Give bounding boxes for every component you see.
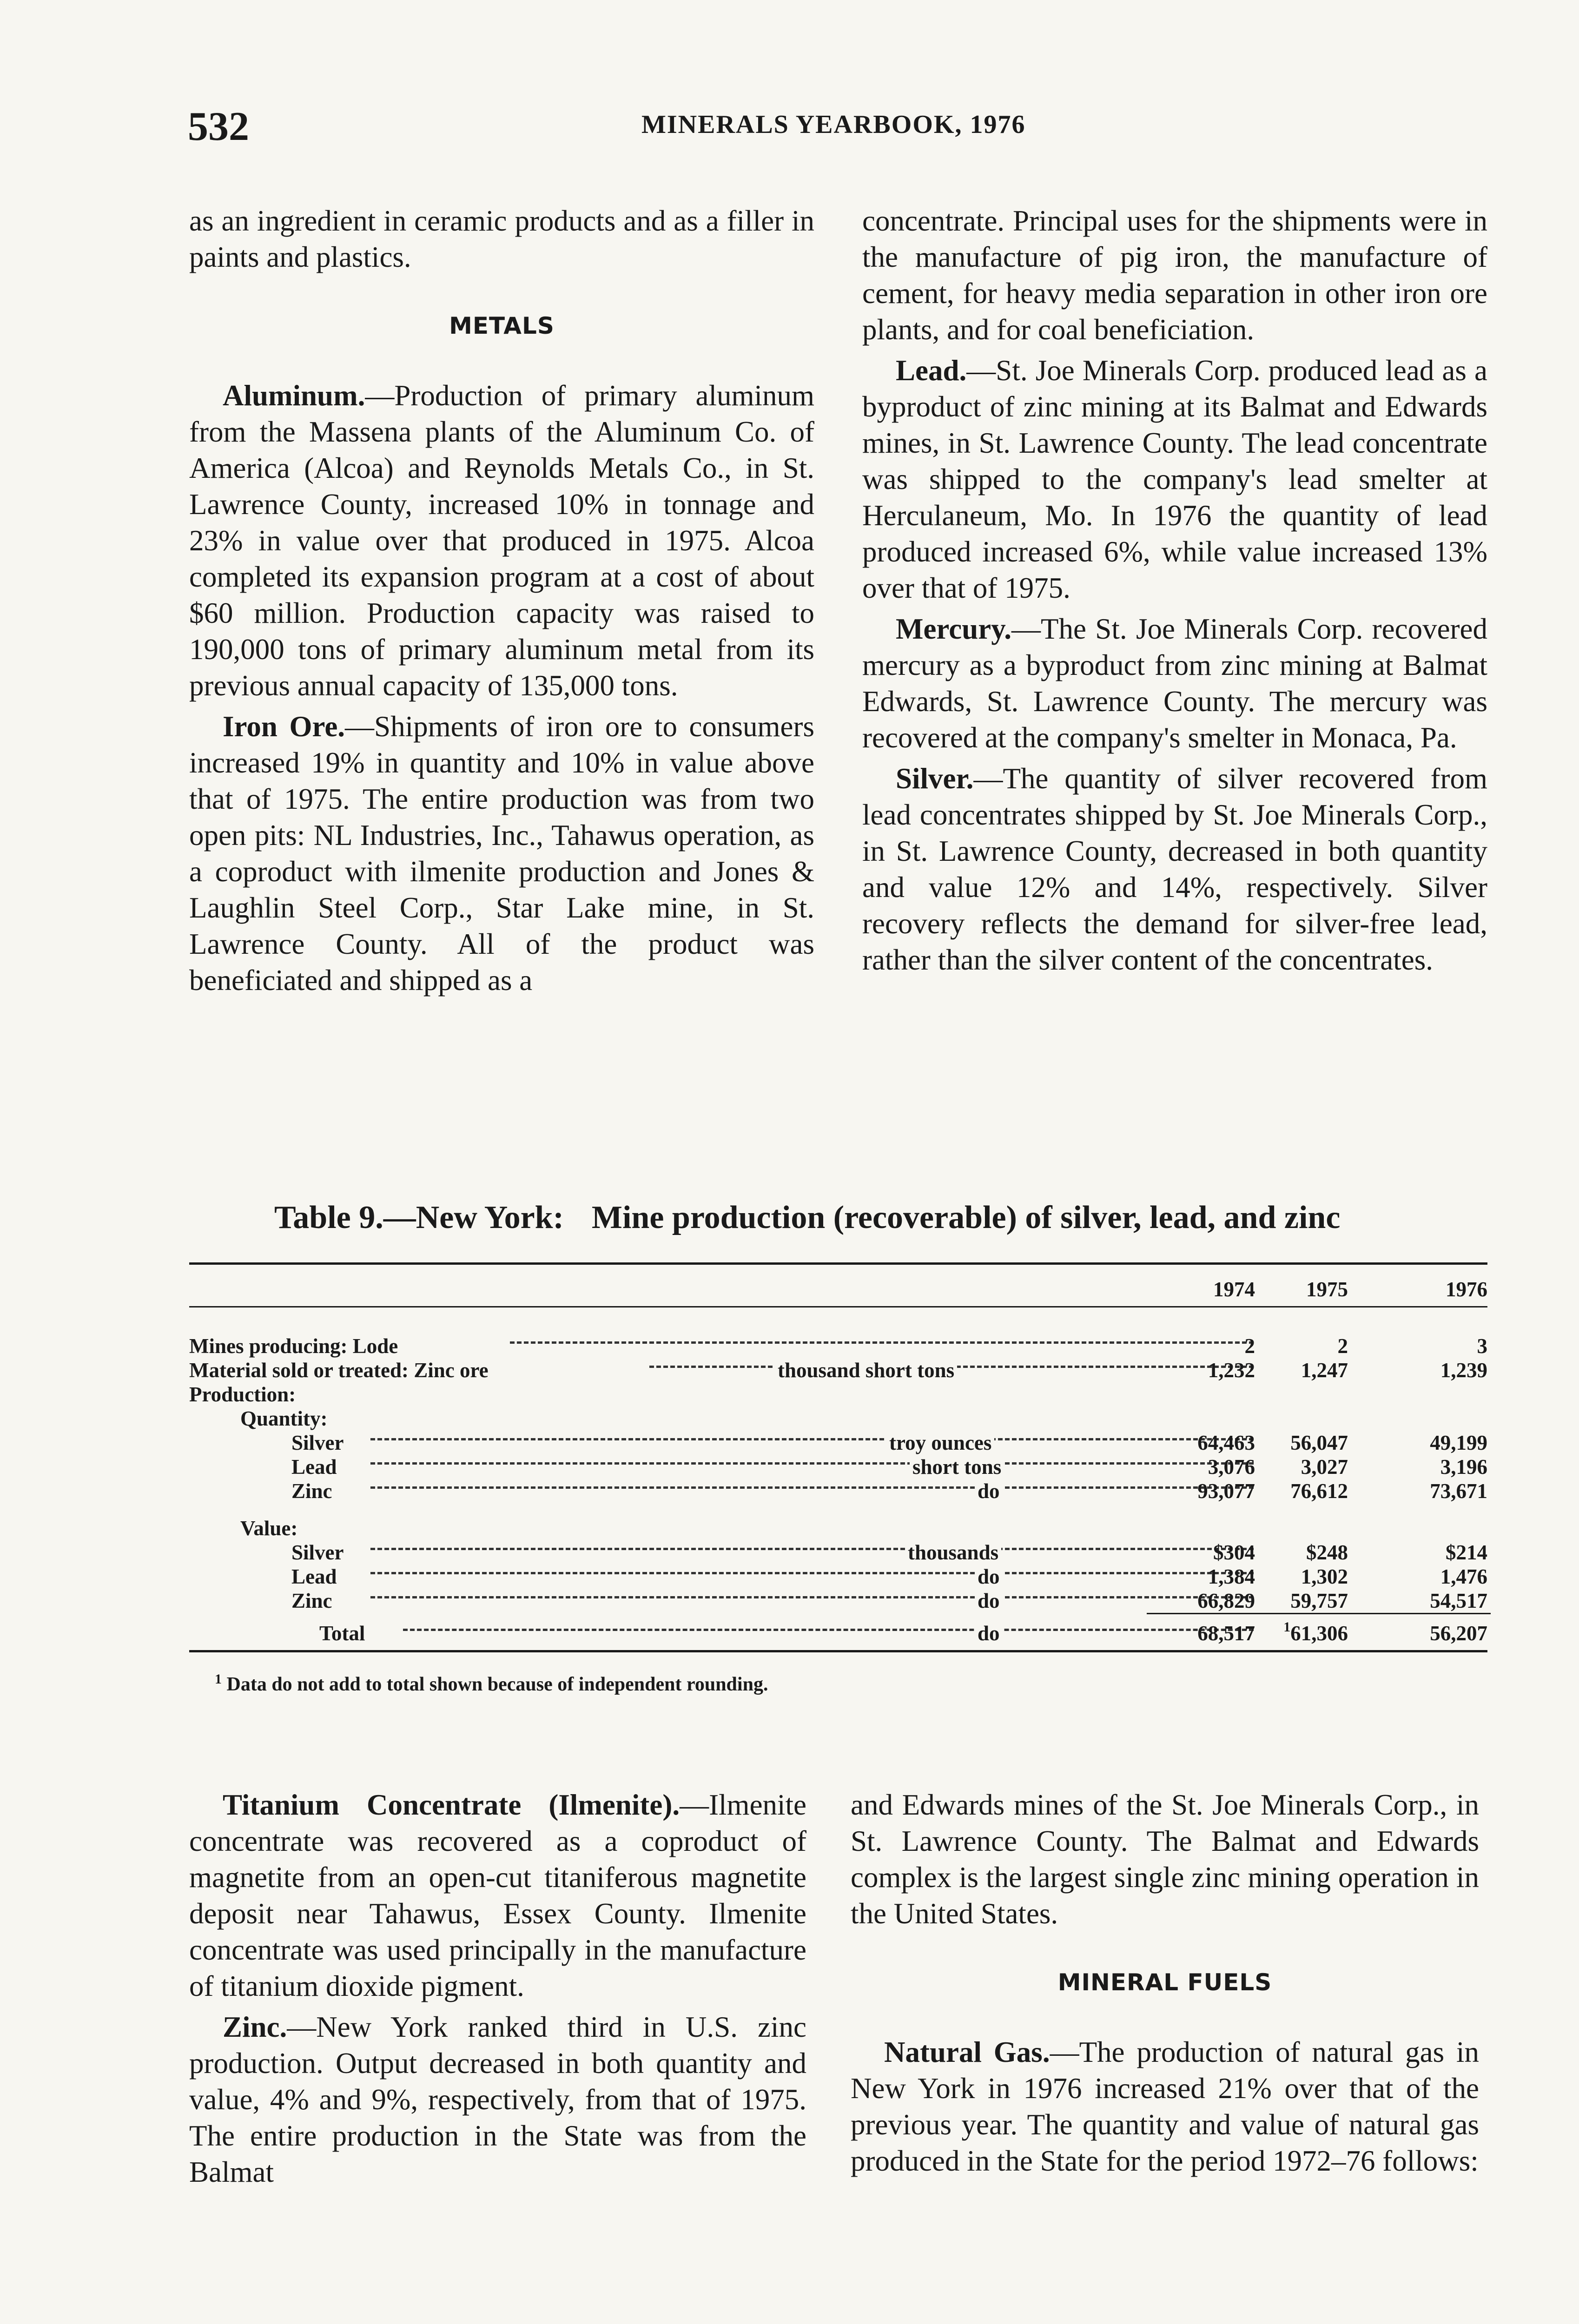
iron-ore-paragraph	[189, 708, 814, 998]
row-label: Quantity:	[240, 1407, 328, 1430]
cell: 1,247	[1301, 1359, 1348, 1382]
footnote-mark: 1	[1283, 1619, 1291, 1635]
page-number: 532	[188, 104, 249, 149]
table-title-caption: Mine production (recoverable) of silver, lead, and zinc	[591, 1200, 1341, 1235]
cell-value: 61,306	[1290, 1622, 1348, 1645]
cell: 64,463	[1197, 1431, 1255, 1454]
footnote-text: Data do not add to total shown because of independent rounding.	[226, 1674, 768, 1695]
table-top-rule	[189, 1262, 1487, 1265]
row-label: Silver	[291, 1431, 344, 1454]
zinc-paragraph	[189, 2009, 806, 2190]
table-row	[189, 1382, 1487, 1406]
cell	[1283, 1621, 1348, 1645]
table-row	[189, 1565, 1487, 1589]
cell: 54,517	[1430, 1589, 1487, 1612]
zinc-continuation: and Edwards mines of the St. Joe Minerals Corp., in St. Lawrence County. The Balmat and Edwards complex is the largest single zinc mining operation in the United States.	[851, 1789, 1479, 1930]
table-row	[189, 1516, 1487, 1540]
cell: $304	[1213, 1541, 1255, 1564]
cell: 3,196	[1440, 1455, 1487, 1479]
cell: 56,047	[1290, 1431, 1348, 1454]
mercury-heading: Mercury.	[896, 613, 1011, 645]
cell: 68,517	[1197, 1622, 1255, 1645]
table-row	[189, 1621, 1487, 1645]
mercury-paragraph	[862, 611, 1487, 756]
table-title-label: Table 9.—New York:	[274, 1200, 564, 1235]
section-heading-mineral-fuels: MINERAL FUELS	[1057, 1969, 1272, 1996]
cell: 1,476	[1440, 1565, 1487, 1588]
running-title: MINERALS YEARBOOK, 1976	[641, 110, 1026, 139]
table-title	[274, 1199, 1340, 1236]
titanium-heading: Titanium Concentrate (Ilmenite).	[223, 1789, 680, 1821]
cell: 76,612	[1290, 1479, 1348, 1503]
row-unit: troy ounces	[886, 1431, 994, 1455]
row-unit: thousand short tons	[775, 1358, 957, 1382]
silver-text: —The quantity of silver recovered from lead concentrates shipped by St. Joe Minerals Corp., in St. Lawrence County, decreased in both quantity and value 12% and 14%, respectively. Silver recovery reflects the demand for silver-free lead, rather than the silver content of the concentrates.	[862, 762, 1487, 976]
cell: 73,671	[1430, 1479, 1487, 1503]
natural-gas-text: —The production of natural gas in New York in 1976 increased 21% over that of the previous year. The quantity and value of natural gas produced in the State for the period 1972–76 follows:	[851, 2036, 1479, 2177]
row-label: Silver	[291, 1541, 344, 1564]
table-row	[189, 1455, 1487, 1479]
cell: 49,199	[1430, 1431, 1487, 1454]
iron-ore-text: —Shipments of iron ore to consumers increased 19% in quantity and 10% in value above that of 1975. The entire production was from two open pits: NL Industries, Inc., Tahawus operation, as a coproduct with ilmenite production and Jones & Laughlin Steel Corp., Star Lake mine, in St. Lawrence County. All of the product was beneficiated and shipped as a	[189, 710, 814, 997]
natural-gas-heading: Natural Gas.	[884, 2036, 1050, 2068]
cell: 1,232	[1208, 1359, 1255, 1382]
row-label: Production:	[189, 1383, 296, 1406]
row-label: Lead	[291, 1565, 337, 1588]
silver-paragraph	[862, 760, 1487, 978]
table-header-rule	[189, 1306, 1487, 1307]
row-unit: thousands	[905, 1540, 1001, 1565]
cell: 1,239	[1440, 1359, 1487, 1382]
titanium-paragraph	[189, 1787, 806, 2004]
cell: 59,757	[1290, 1589, 1348, 1612]
year-header: 1974	[1213, 1278, 1255, 1301]
column-bottom-left	[189, 1787, 806, 2190]
aluminum-text: —Production of primary aluminum from the Massena plants of the Aluminum Co. of America (Alcoa) and Reynolds Metals Co., in St. Lawrence County, increased 10% in tonnage and 23% in value over that produced in 1975. Alcoa completed its expansion program at a cost of about $60 million. Production capacity was raised to 190,000 tons of primary aluminum metal from its previous annual capacity of 135,000 tons.	[189, 379, 814, 702]
zinc-text: —New York ranked third in U.S. zinc production. Output decreased in both quantity and value, 4% and 9%, respectively, from that of 1975. The entire production in the State was from the Balmat	[189, 2011, 806, 2188]
row-unit: do	[975, 1479, 1003, 1503]
aluminum-heading: Aluminum.	[223, 379, 365, 412]
year-header: 1975	[1306, 1278, 1348, 1301]
zinc-heading: Zinc.	[223, 2011, 287, 2043]
row-unit: do	[975, 1565, 1003, 1589]
year-header: 1976	[1446, 1278, 1487, 1301]
table-row	[189, 1479, 1487, 1503]
lead-text: —St. Joe Minerals Corp. produced lead as a byproduct of zinc mining at its Balmat and Edwards mines, in St. Lawrence County. The lead concentrate was shipped to the company's lead smelter at Herculaneum, Mo. In 1976 the quantity of lead produced increased 6%, while value increased 13% over that of 1975.	[862, 354, 1487, 604]
cell: 1,384	[1208, 1565, 1255, 1588]
natural-gas-paragraph	[851, 2034, 1479, 2179]
intro-paragraph: as an ingredient in ceramic products and as a filler in paints and plastics.	[189, 205, 814, 273]
cell: 56,207	[1430, 1622, 1487, 1645]
row-unit: do	[975, 1589, 1003, 1613]
aluminum-paragraph	[189, 377, 814, 704]
table-row	[189, 1431, 1487, 1455]
row-label: Zinc	[291, 1479, 332, 1503]
cell: 93,077	[1197, 1479, 1255, 1503]
table-row	[189, 1358, 1487, 1382]
lead-heading: Lead.	[896, 354, 967, 387]
silver-heading: Silver.	[896, 762, 974, 795]
cell: 3,027	[1301, 1455, 1348, 1479]
column-top-left	[189, 203, 814, 998]
lead-paragraph	[862, 352, 1487, 606]
column-bottom-right	[851, 1787, 1479, 2179]
iron-ore-heading: Iron Ore.	[223, 710, 345, 743]
table-row	[189, 1406, 1487, 1431]
row-unit: short tons	[910, 1455, 1004, 1479]
table-footnote	[215, 1673, 768, 1696]
column-top-right	[862, 203, 1487, 978]
cell: $248	[1306, 1541, 1348, 1564]
cell: 1,302	[1301, 1565, 1348, 1588]
row-label: Mines producing: Lode	[189, 1334, 398, 1358]
row-unit: do	[975, 1621, 1003, 1645]
iron-ore-continuation: concentrate. Principal uses for the shipments were in the manufacture of pig iron, the manufacture of cement, for heavy media separation in other iron ore plants, and for coal beneficiation.	[862, 205, 1487, 346]
row-label: Material sold or treated: Zinc ore	[189, 1359, 489, 1382]
cell: $214	[1446, 1541, 1487, 1564]
mercury-text: —The St. Joe Minerals Corp. recovered mercury as a byproduct from zinc mining at Balmat Edwards, St. Lawrence County. The mercury was recovered at the company's smelter in Monaca, Pa.	[862, 613, 1487, 754]
table-row	[189, 1540, 1487, 1565]
row-label: Total	[319, 1622, 365, 1645]
row-label: Zinc	[291, 1589, 332, 1612]
section-heading-metals: METALS	[449, 312, 555, 339]
cell: 3,076	[1208, 1455, 1255, 1479]
cell: 66,829	[1197, 1589, 1255, 1612]
row-label: Lead	[291, 1455, 337, 1479]
table-row	[189, 1334, 1487, 1358]
table-row	[189, 1589, 1487, 1613]
footnote-mark: 1	[215, 1671, 222, 1687]
cell: 3	[1477, 1334, 1487, 1358]
total-rule	[1147, 1613, 1491, 1614]
row-label: Value:	[240, 1517, 298, 1540]
cell: 2	[1244, 1334, 1255, 1358]
titanium-text: —Ilmenite concentrate was recovered as a coproduct of magnetite from an open-cut titaniferous magnetite deposit near Tahawus, Essex County. Ilmenite concentrate was used principally in the manufacture of titanium dioxide pigment.	[189, 1789, 806, 2002]
cell: 2	[1337, 1334, 1348, 1358]
table-bottom-rule	[189, 1650, 1487, 1652]
